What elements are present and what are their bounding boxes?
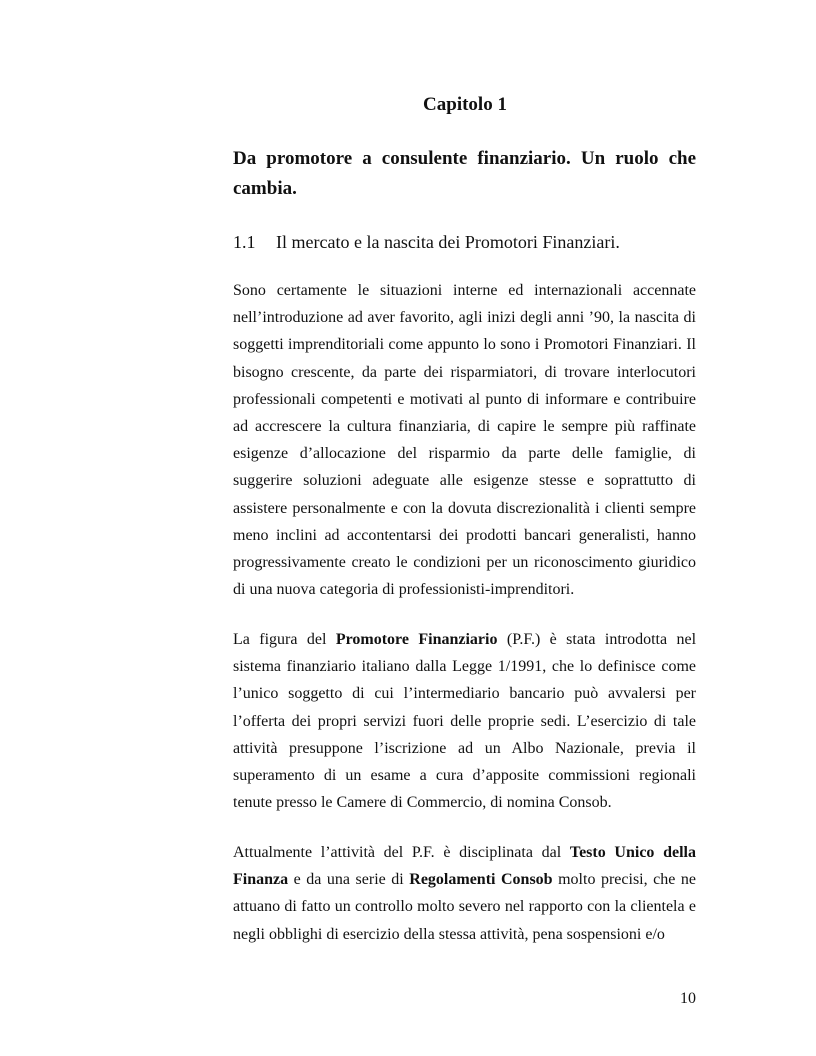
paragraph-3-rest: molto precisi, che ne attuano di fatto un controllo molto severo nel rapporto con la clientela e negli obblighi di esercizio della stessa attività, pena sospensioni e/o [233,871,696,943]
section-number: 1.1 [233,232,256,252]
paragraph-2-rest: (P.F.) è stata introdotta nel sistema finanziario italiano dalla Legge 1/1991, che lo definisce come l’unico soggetto di cui l’intermediario bancario può avvalersi per l’offerta dei propri servizi fuori delle proprie sedi. L’esercizio di tale attività presuppone l’iscrizione ad un Albo Nazionale, previa il superamento di un esame a cura d’apposite commissioni regionali tenute presso le Camere di Commercio, di nomina Consob. [233,631,697,812]
section-title: Il mercato e la nascita dei Promotori Finanziari. [276,232,620,252]
paragraph-3-mid: e da una serie di [288,871,410,889]
paragraph-2 [233,626,696,816]
term-testo-unico: Testo Unico della Finanza [233,844,697,889]
chapter-title: Da promotore a consulente finanziario. Un ruolo che cambia. [233,148,696,199]
paragraph-1: Sono certamente le situazioni interne ed internazionali accennate nell’introduzione ad aver favorito, agli inizi degli anni ’90, la nascita di soggetti imprenditoriali come appunto lo sono i Promotori Finanziari. Il bisogno crescente, da parte dei risparmiatori, di trovare interlocutori professionali competenti e motivati al punto di informare e contribuire ad accrescere la cultura finanziaria, di capire le sempre più raffinate esigenze d’allocazione del risparmio da parte delle famiglie, di suggerire soluzioni adeguate alle esigenze stesse e soprattutto di assistere personalmente e con la dovuta discrezionalità i clienti sempre meno inclini ad accontentarsi dei prodotti bancari generalisti, hanno progressivamente creato le condizioni per un riconoscimento giuridico di una nuova categoria di professionisti-imprenditori. [233,282,696,599]
paragraph-3-lead: Attualmente l’attività del P.F. è disciplinata dal [233,844,570,861]
section-heading [233,229,696,255]
term-promotore-finanziario: Promotore Finanziario [335,631,498,648]
term-regolamenti-consob: Regolamenti Consob [409,871,553,889]
page-number: 10 [680,990,696,1007]
paragraph-3 [233,839,696,948]
chapter-label: Capitolo 1 [423,94,507,115]
paragraph-2-lead: La figura del [233,631,336,648]
